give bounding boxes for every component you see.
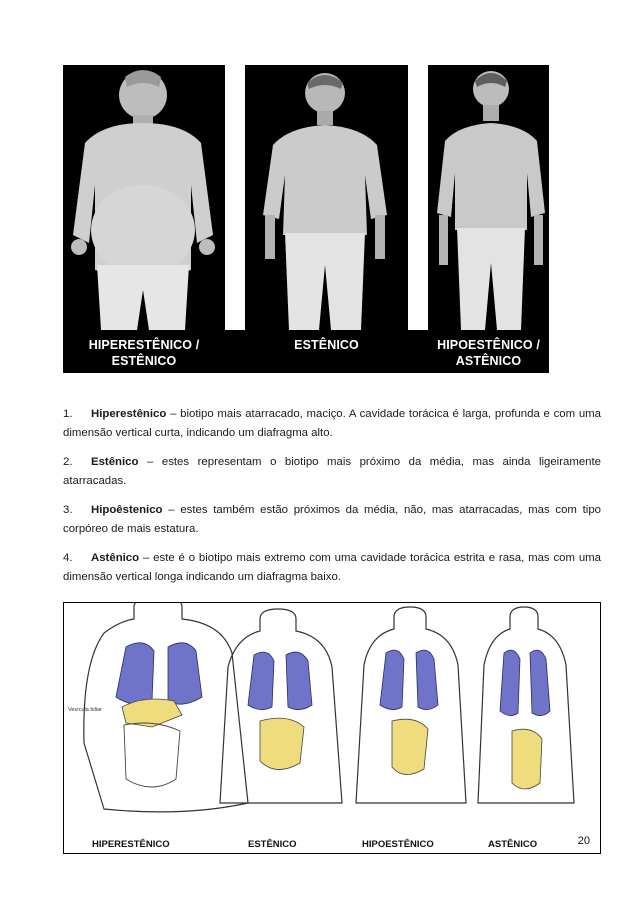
item-text: – estes também estão próximos da média, não, mas atarracadas, mas com tipo corpóreo de mais estatura. [63, 504, 601, 535]
item-term: Estênico [91, 456, 139, 468]
lung-right [530, 650, 550, 715]
lung-left [380, 650, 404, 709]
figure-hipoestenico-organs [380, 650, 438, 774]
page-number: 20 [577, 835, 590, 847]
stomach [512, 729, 542, 789]
diagram-label-estenico: ESTÊNICO [248, 839, 297, 850]
figure-estenico [220, 609, 342, 803]
anatomy-diagram-panel [63, 602, 601, 854]
figure-astenico-organs [500, 650, 550, 789]
item-number: 1. [63, 408, 73, 420]
description-item [63, 405, 601, 443]
photo-estenico [263, 73, 387, 330]
anatomy-diagram [64, 603, 601, 854]
stomach [392, 719, 428, 774]
diagram-label-hiperestenico: HIPERESTÊNICO [92, 839, 170, 850]
gallbladder-label: Vesícula biliar [68, 707, 102, 713]
diagram-label-hipoestenico: HIPOESTÊNICO [362, 839, 434, 850]
description-item [63, 453, 601, 491]
description-item [63, 549, 601, 587]
caption-line: ESTÊNICO [111, 354, 177, 368]
body-type-descriptions [63, 405, 601, 597]
photo-hiperestenico [71, 70, 215, 330]
caption-line: ASTÊNICO [455, 354, 522, 368]
caption-hipoestenico-astenico [428, 337, 549, 369]
photo-hipoestenico [437, 71, 545, 330]
caption-estenico [245, 337, 408, 353]
item-text: – este é o biotipo mais extremo com uma cavidade torácica estrita e rasa, mas com uma dimensão vertical longa indicando um diafragma baixo. [63, 552, 601, 583]
body-type-photos [63, 65, 549, 373]
caption-hiperestenico-estenico [63, 337, 225, 369]
stomach [260, 718, 304, 769]
caption-line: HIPOESTÊNICO / [437, 338, 540, 352]
item-term: Astênico [91, 552, 140, 564]
body-type-photo-panel [63, 65, 549, 373]
description-item [63, 501, 601, 539]
gallbladder [122, 699, 182, 727]
item-text: – biotipo mais atarracado, maciço. A cavidade torácica é larga, profunda e com uma dimensão vertical curta, indicando um diafragma alto. [63, 408, 601, 439]
item-number: 3. [63, 504, 73, 516]
figure-estenico-organs [248, 652, 312, 769]
lung-left [500, 650, 520, 715]
item-text: – estes representam o biotipo mais próximo da média, mas ainda ligeiramente atarracadas. [63, 456, 601, 487]
lung-right [286, 652, 312, 709]
caption-line: ESTÊNICO [294, 338, 359, 352]
intestine [124, 723, 180, 787]
item-term: Hiperestênico [91, 408, 167, 420]
item-number: 4. [63, 552, 73, 564]
lung-right [168, 643, 202, 704]
lung-left [248, 652, 274, 709]
figure-hiperestenico-organs [116, 643, 202, 787]
item-term: Hipoêstenico [91, 504, 163, 516]
lung-right [416, 650, 438, 709]
diagram-label-astenico: ASTÊNICO [488, 839, 538, 850]
item-number: 2. [63, 456, 73, 468]
caption-line: HIPERESTÊNICO / [88, 338, 200, 352]
lung-left [116, 643, 154, 704]
